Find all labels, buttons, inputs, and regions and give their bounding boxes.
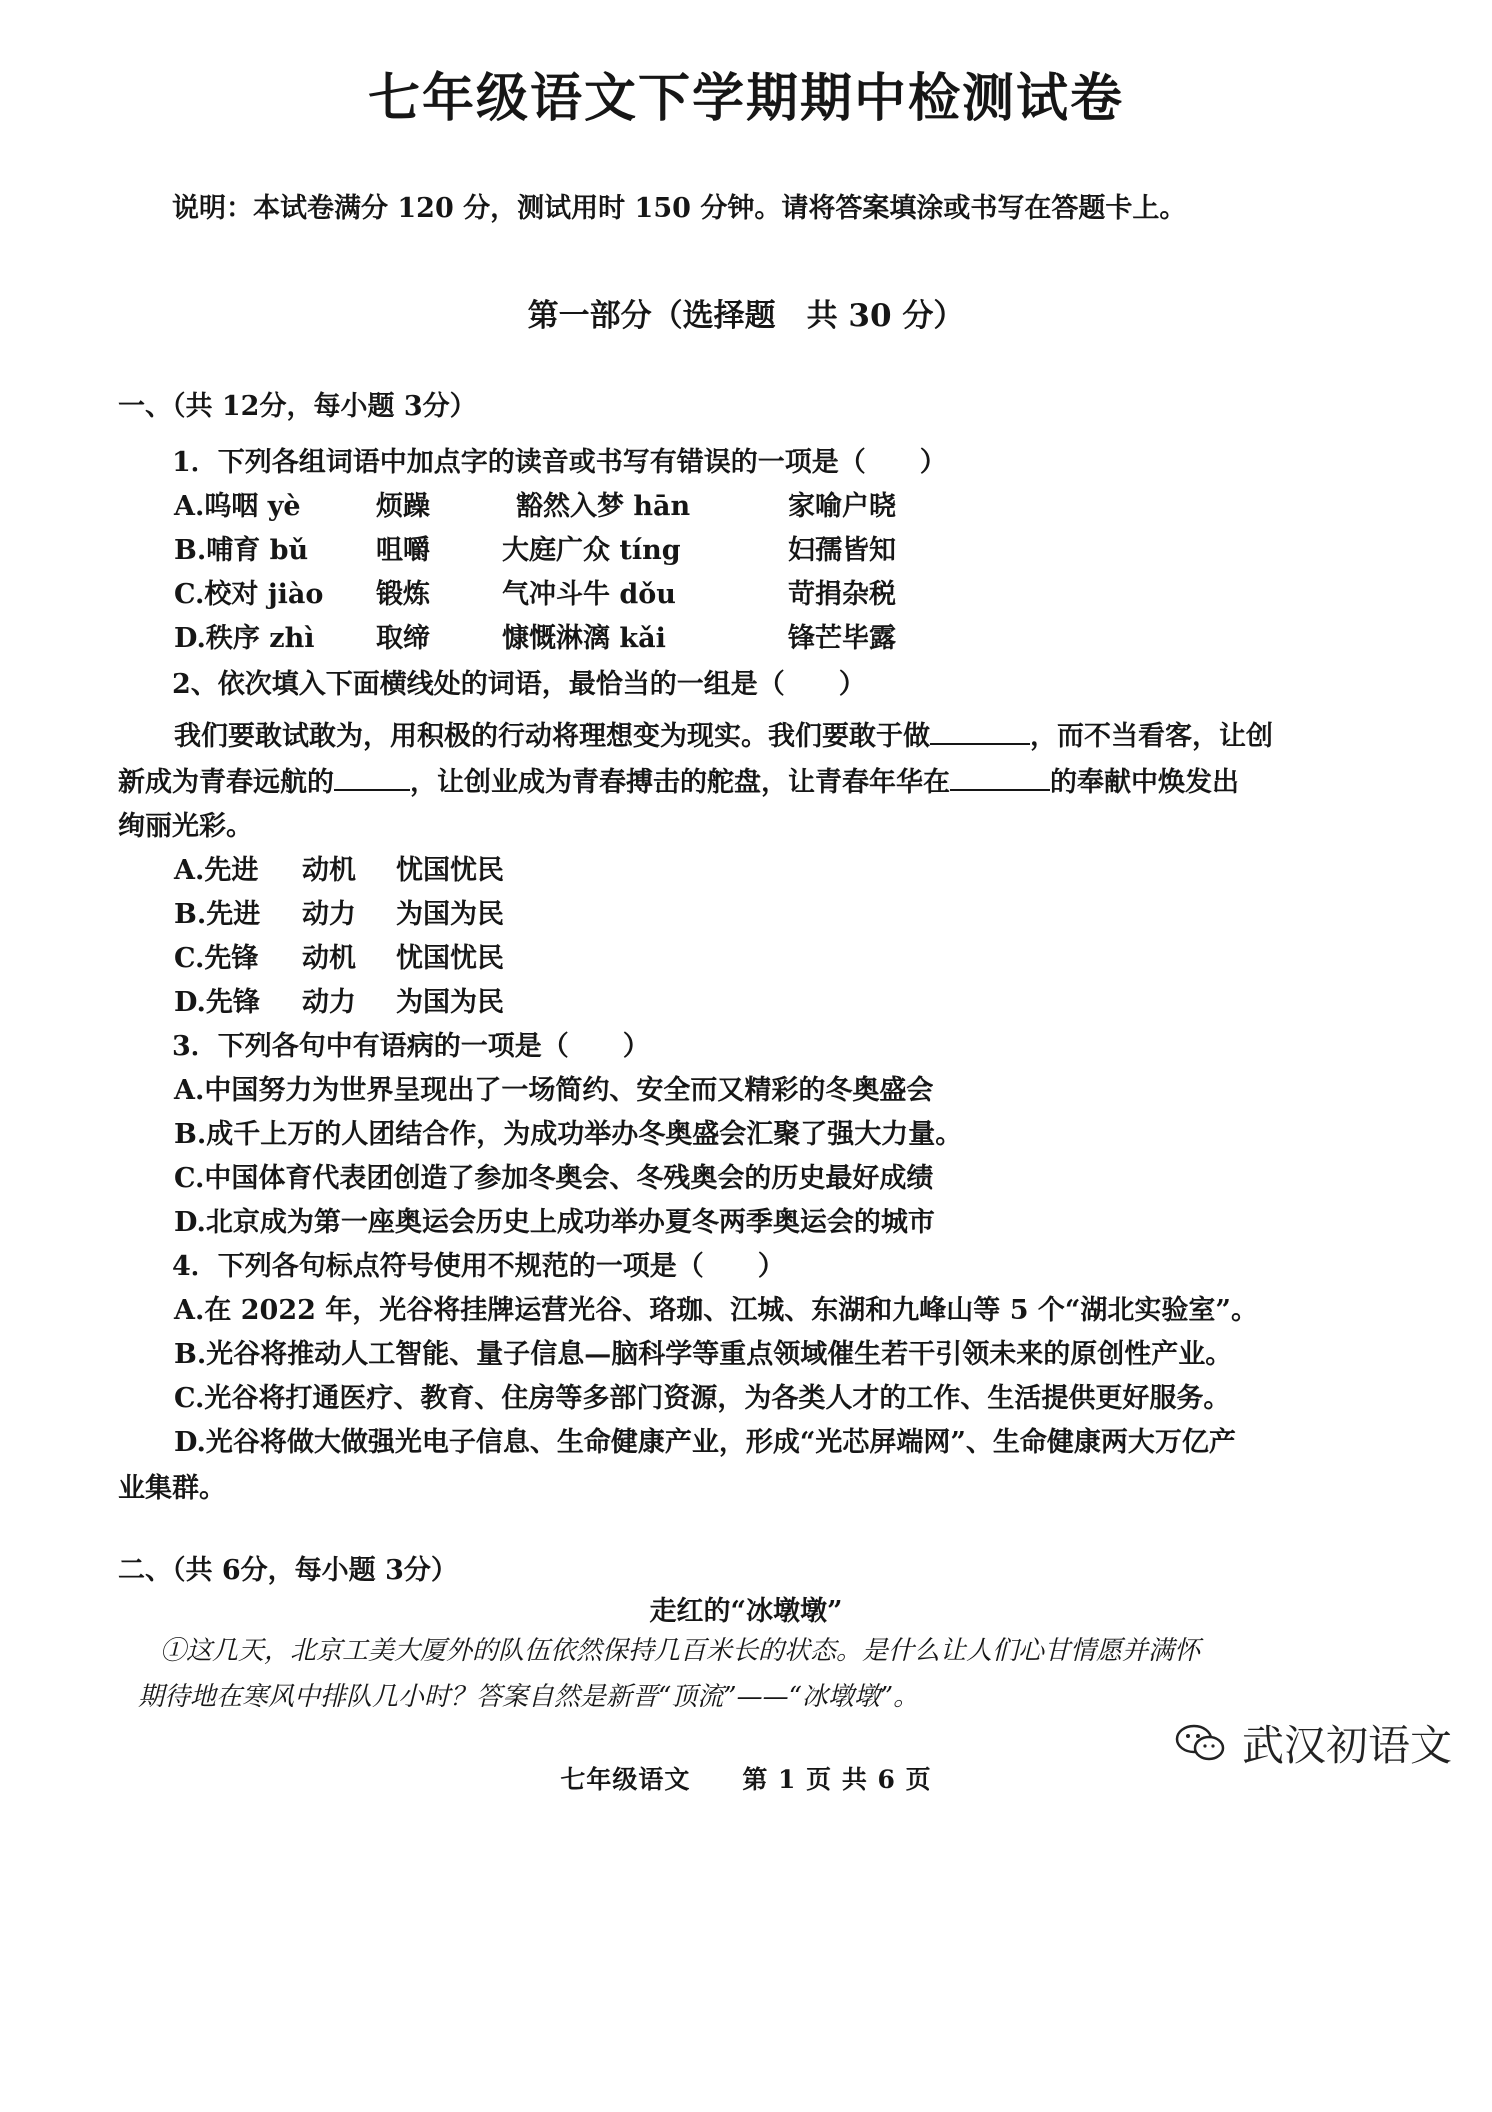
section-one-heading: 一、（共 12分，每小题 3分） (118, 391, 477, 422)
q2-passage-text: 新成为青春远航的 (118, 767, 334, 798)
q1-option-c-word3: 气冲斗牛 dǒu (502, 579, 676, 610)
q2-option-d-word3: 为国为民 (396, 987, 504, 1018)
q1-option-b-word2: 咀嚼 (376, 535, 430, 566)
q4-option-d-continuation: 业集群。 (118, 1473, 226, 1504)
blank-1 (930, 721, 1030, 745)
q3-option-b: B.成千上万的人团结合作，为成功举办冬奥盛会汇聚了强大力量。 (174, 1119, 963, 1150)
wechat-icon (1174, 1723, 1228, 1763)
q2-option-b-word3: 为国为民 (396, 899, 504, 930)
q2-option-c-word2: 动机 (302, 943, 356, 974)
q1-option-c-word2: 锻炼 (376, 579, 430, 610)
q4-option-b: B.光谷将推动人工智能、量子信息—脑科学等重点领域催生若干引领未来的原创性产业。 (174, 1339, 1233, 1370)
q2-option-a-word1: A.先进 (174, 855, 259, 886)
q1-option-a-word4: 家喻户晓 (788, 491, 896, 522)
q1-option-d-word3: 慷慨淋漓 kǎi (502, 623, 666, 654)
q2-passage-text: ，而不当看客，让创 (1030, 721, 1273, 752)
q1-option-b-word4: 妇孺皆知 (788, 535, 896, 566)
q4-option-d: D.光谷将做大做强光电子信息、生命健康产业，形成“光芯屏端网”、生命健康两大万亿产 (174, 1427, 1236, 1458)
question-1-stem: 1．下列各组词语中加点字的读音或书写有错误的一项是（ ） (172, 447, 947, 478)
q1-option-a-word2: 烦躁 (376, 491, 430, 522)
q1-option-a-word3: 豁然入梦 hān (516, 491, 691, 522)
blank-3 (950, 767, 1050, 791)
q2-option-b-word1: B.先进 (174, 899, 261, 930)
q3-option-d: D.北京成为第一座奥运会历史上成功举办夏冬两季奥运会的城市 (174, 1207, 935, 1238)
page-title: 七年级语文下学期期中检测试卷 (367, 68, 1124, 129)
watermark-text: 武汉初语文 (1242, 1722, 1453, 1769)
section-two-heading: 二、（共 6分，每小题 3分） (118, 1555, 458, 1586)
question-3-stem: 3．下列各句中有语病的一项是（ ） (172, 1031, 650, 1062)
q3-option-c: C.中国体育代表团创造了参加冬奥会、冬残奥会的历史最好成绩 (174, 1163, 934, 1194)
blank-2 (334, 767, 410, 791)
page-footer: 七年级语文 第 1 页 共 6 页 (560, 1765, 932, 1794)
question-2-passage-line-3: 绚丽光彩。 (118, 811, 253, 842)
q2-passage-text: ，让创业成为青春搏击的舵盘，让青春年华在 (410, 767, 950, 798)
q1-option-c-word4: 苛捐杂税 (788, 579, 896, 610)
question-4-stem: 4．下列各句标点符号使用不规范的一项是（ ） (172, 1251, 785, 1282)
passage-line-1: ①这几天，北京工美大厦外的队伍依然保持几百米长的状态。是什么让人们心甘情愿并满怀 (160, 1636, 1201, 1666)
q2-option-a-word3: 忧国忧民 (396, 855, 504, 886)
q2-option-d-word2: 动力 (302, 987, 356, 1018)
q2-option-a-word2: 动机 (302, 855, 356, 886)
q4-option-a: A.在 2022 年，光谷将挂牌运营光谷、珞珈、江城、东湖和九峰山等 5 个“湖北实验室”。 (174, 1295, 1258, 1326)
exam-instructions: 说明：本试卷满分 120 分，测试用时 150 分钟。请将答案填涂或书写在答题卡上。 (172, 193, 1187, 224)
question-2-stem: 2、依次填入下面横线处的词语，最恰当的一组是（ ） (172, 669, 866, 700)
question-2-passage-line-2 (118, 760, 1239, 799)
q3-option-a: A.中国努力为世界呈现出了一场简约、安全而又精彩的冬奥盛会 (174, 1075, 934, 1106)
question-2-passage-line-1 (174, 714, 1273, 753)
q2-option-c-word1: C.先锋 (174, 943, 259, 974)
q1-option-d-word2: 取缔 (376, 623, 430, 654)
q1-option-d-word4: 锋芒毕露 (788, 623, 896, 654)
q2-option-d-word1: D.先锋 (174, 987, 260, 1018)
q2-passage-text: 的奉献中焕发出 (1050, 767, 1239, 798)
q2-option-c-word3: 忧国忧民 (396, 943, 504, 974)
q1-option-a-word1: A.呜咽 yè (174, 491, 301, 522)
passage-line-2: 期待地在寒风中排队几小时？答案自然是新晋“顶流”——“冰墩墩”。 (138, 1682, 920, 1712)
part-heading: 第一部分（选择题 共 30 分） (527, 298, 965, 334)
q1-option-d-word1: D.秩序 zhì (174, 623, 315, 654)
q1-option-b-word1: B.哺育 bǔ (174, 535, 309, 566)
q1-option-c-word1: C.校对 jiào (174, 579, 324, 610)
q2-option-b-word2: 动力 (302, 899, 356, 930)
q1-option-b-word3: 大庭广众 tíng (502, 535, 681, 566)
q2-passage-text: 我们要敢试敢为，用积极的行动将理想变为现实。我们要敢于做 (174, 721, 930, 752)
passage-title: 走红的“冰墩墩” (649, 1596, 843, 1627)
watermark (1174, 1713, 1452, 1773)
q4-option-c: C.光谷将打通医疗、教育、住房等多部门资源，为各类人才的工作、生活提供更好服务。 (174, 1383, 1231, 1414)
